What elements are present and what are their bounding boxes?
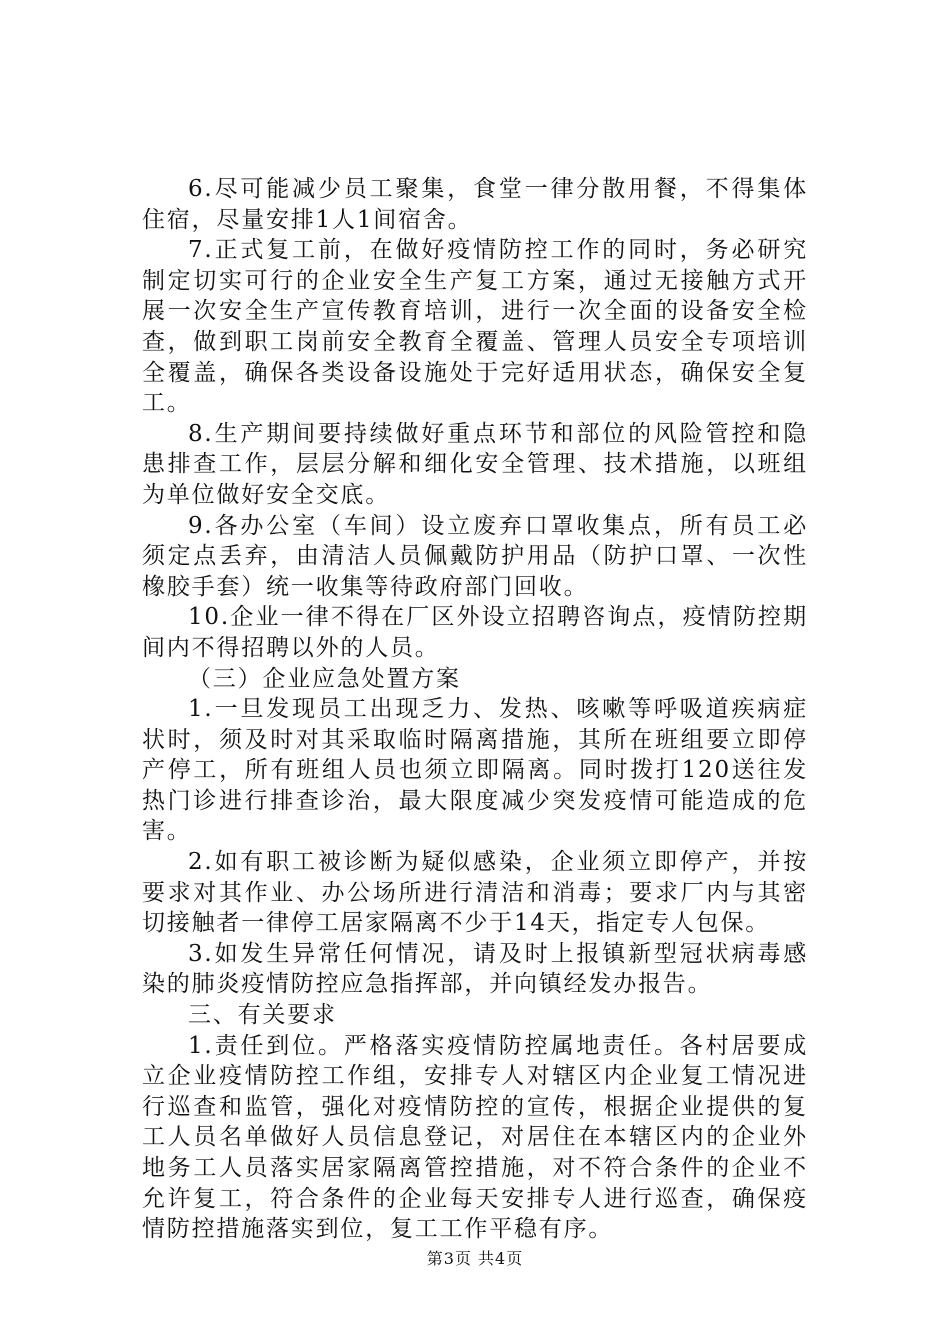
- paragraph-item-7: 7.正式复工前，在做好疫情防控工作的同时，务必研究制定切实可行的企业安全生产复工方案，通过无接触方式开展一次安全生产宣传教育培训，进行一次全面的设备安全检查，做到职工岗前安全教育全覆盖、管理人员安全专项培训全覆盖，确保各类设备设施处于完好适用状态，确保安全复工。: [142, 237, 808, 417]
- page-footer: 第3页 共4页: [426, 1249, 524, 1268]
- paragraph-item-10: 10.企业一律不得在厂区外设立招聘咨询点，疫情防控期间内不得招聘以外的人员。: [142, 604, 808, 661]
- paragraph-item-8: 8.生产期间要持续做好重点环节和部位的风险管控和隐患排查工作，层层分解和细化安全管理、技术措施，以班组为单位做好安全交底。: [142, 420, 808, 508]
- paragraph-emergency-3: 3.如发生异常任何情况，请及时上报镇新型冠状病毒感染的肺炎疫情防控应急指挥部，并向镇经发办报告。: [142, 940, 808, 998]
- paragraph-item-6: 6.尽可能减少员工聚集，食堂一律分散用餐，不得集体住宿，尽量安排1人1间宿舍。: [142, 176, 808, 233]
- section-heading-requirements: 三、有关要求: [188, 1002, 337, 1029]
- paragraph-requirement-1: 1.责任到位。严格落实疫情防控属地责任。各村居要成立企业疫情防控工作组，安排专人对辖区内企业复工情况进行巡查和监管，强化对疫情防控的宣传，根据企业提供的复工人员名单做好人员信息登记，对居住在本辖区内的企业外地务工人员落实居家隔离管控措施，对不符合条件的企业不允许复工，符合条件的企业每天安排专人进行巡查，确保疫情防控措施落实到位，复工工作平稳有序。: [142, 1032, 808, 1243]
- section-heading-emergency-plan: （三）企业应急处置方案: [188, 665, 461, 692]
- document-body: [142, 174, 808, 1245]
- paragraph-emergency-1: 1.一旦发现员工出现乏力、发热、咳嗽等呼吸道疾病症状时，须及时对其采取临时隔离措施，其所在班组要立即停产停工，所有班组人员也须立即隔离。同时拨打120送往发热门诊进行排查诊治，最大限度减少突发疫情可能造成的危害。: [142, 696, 808, 845]
- paragraph-item-9: 9.各办公室（车间）设立废弃口罩收集点，所有员工必须定点丢弃，由清洁人员佩戴防护用品（防护口罩、一次性橡胶手套）统一收集等待政府部门回收。: [142, 512, 808, 600]
- paragraph-emergency-2: 2.如有职工被诊断为疑似感染，企业须立即停产，并按要求对其作业、办公场所进行清洁和消毒；要求厂内与其密切接触者一律停工居家隔离不少于14天，指定专人包保。: [142, 849, 808, 937]
